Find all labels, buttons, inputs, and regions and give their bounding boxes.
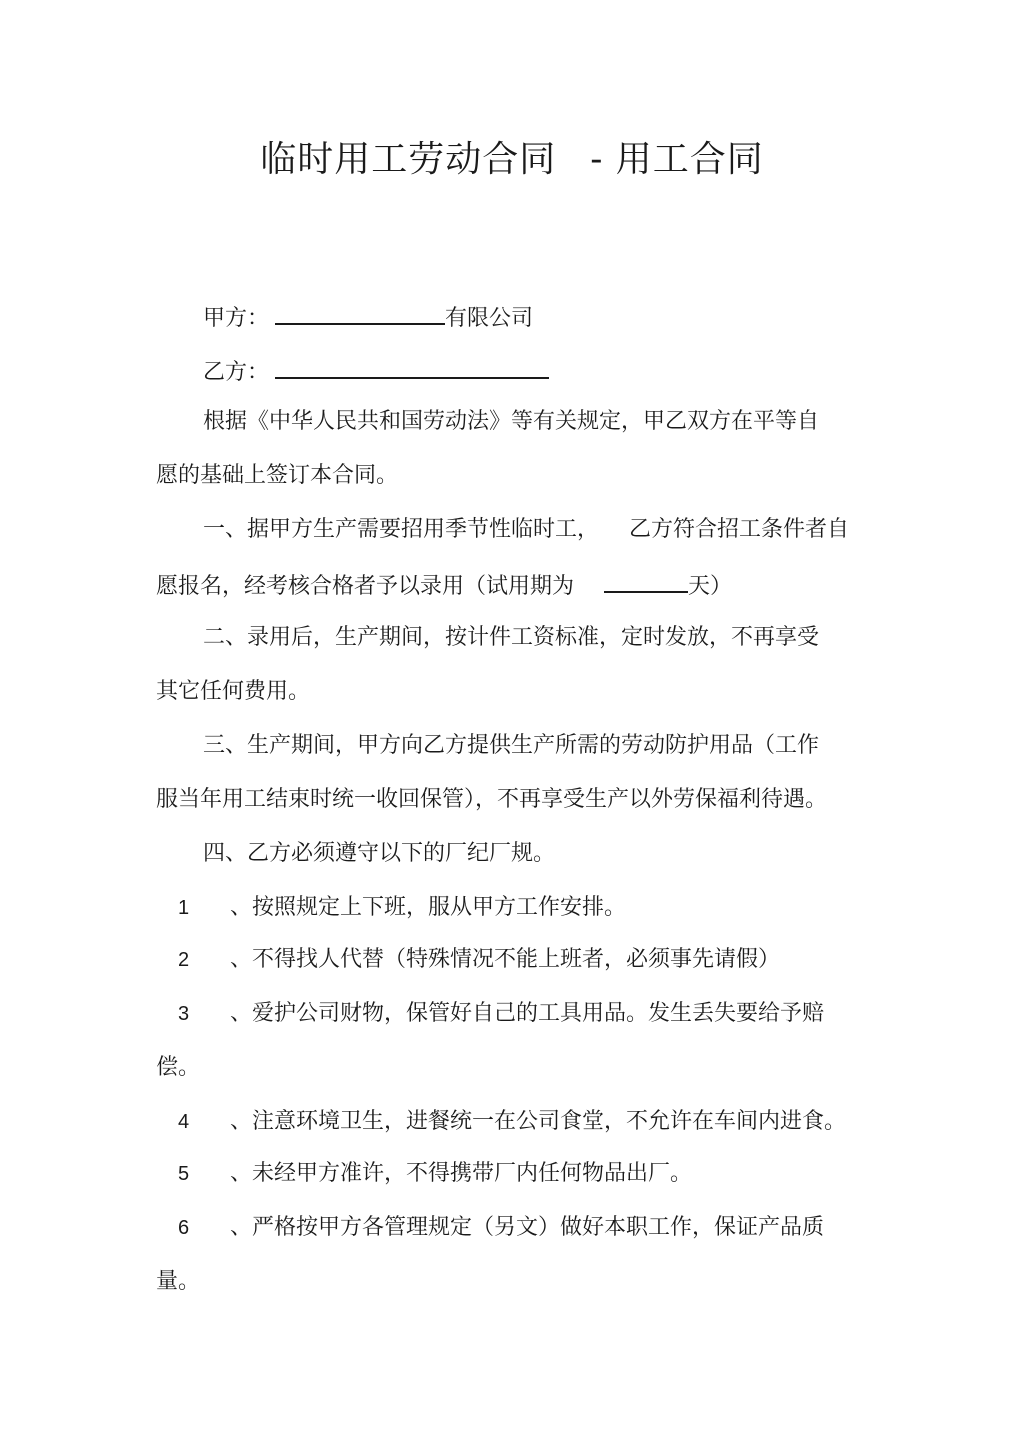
- party-b-line: [203, 355, 549, 388]
- clause-1-text-d: 天）: [688, 574, 733, 599]
- clause-3-line-2: 服当年用工结束时统一收回保管），不再享受生产以外劳保福利待遇。: [156, 787, 828, 812]
- probation-days-blank: [604, 569, 688, 593]
- clause-2-line-2: 其它任何费用。: [156, 679, 311, 704]
- title-sub: - 用工合同: [590, 139, 764, 180]
- rule-number: 6: [178, 1217, 190, 1239]
- clause-2-line-1: 二、录用后，生产期间，按计件工资标准，定时发放，不再享受: [203, 625, 820, 650]
- rule-item: [178, 945, 780, 975]
- rule-text: 、不得找人代替（特殊情况不能上班者，必须事先请假）: [230, 947, 781, 972]
- rule-text: 、爱护公司财物，保管好自己的工具用品。发生丢失要给予赔: [230, 1001, 825, 1026]
- rule-number: 3: [178, 1003, 190, 1025]
- rule-number: 5: [178, 1163, 190, 1185]
- rule-item-continuation: 偿。: [156, 1055, 201, 1080]
- clause-1-text-c: 愿报名，经考核合格者予以录用（试用期为: [156, 574, 575, 599]
- clause-1-text-a: 一、据甲方生产需要招用季节性临时工，: [203, 517, 600, 542]
- rule-item-continuation: 量。: [156, 1269, 201, 1294]
- clause-4-heading: 四、乙方必须遵守以下的厂纪厂规。: [203, 841, 556, 866]
- intro-line-2: 愿的基础上签订本合同。: [156, 463, 399, 488]
- party-b-label: 乙方：: [203, 360, 270, 385]
- rule-text: 、注意环境卫生，进餐统一在公司食堂，不允许在车间内进食。: [230, 1109, 847, 1134]
- clause-1-text-b: 乙方符合招工条件者自: [629, 517, 850, 542]
- rule-text: 、未经甲方准许，不得携带厂内任何物品出厂。: [230, 1161, 693, 1186]
- rule-number: 2: [178, 949, 190, 971]
- party-a-blank: [275, 301, 445, 325]
- rule-item: [178, 893, 626, 923]
- rule-item: [178, 999, 824, 1029]
- rule-text: 、按照规定上下班，服从甲方工作安排。: [230, 895, 627, 920]
- rule-number: 4: [178, 1111, 190, 1133]
- party-a-line: [203, 301, 533, 334]
- clause-1-line-1: [203, 515, 849, 545]
- intro-line-1: 根据《中华人民共和国劳动法》等有关规定，甲乙双方在平等自: [203, 409, 820, 434]
- rule-item: [178, 1213, 824, 1243]
- document-title: [0, 131, 1024, 182]
- clause-3-line-1: 三、生产期间，甲方向乙方提供生产所需的劳动防护用品（工作: [203, 733, 820, 758]
- rule-item: [178, 1107, 846, 1137]
- rule-text: 、严格按甲方各管理规定（另文）做好本职工作，保证产品质: [230, 1215, 825, 1240]
- party-a-label: 甲方：: [203, 306, 270, 331]
- rule-item: [178, 1159, 692, 1189]
- clause-1-line-2: [156, 569, 732, 602]
- rule-number: 1: [178, 897, 190, 919]
- title-main: 临时用工劳动合同: [260, 139, 557, 180]
- party-a-suffix: 有限公司: [445, 306, 534, 331]
- party-b-blank: [275, 355, 549, 379]
